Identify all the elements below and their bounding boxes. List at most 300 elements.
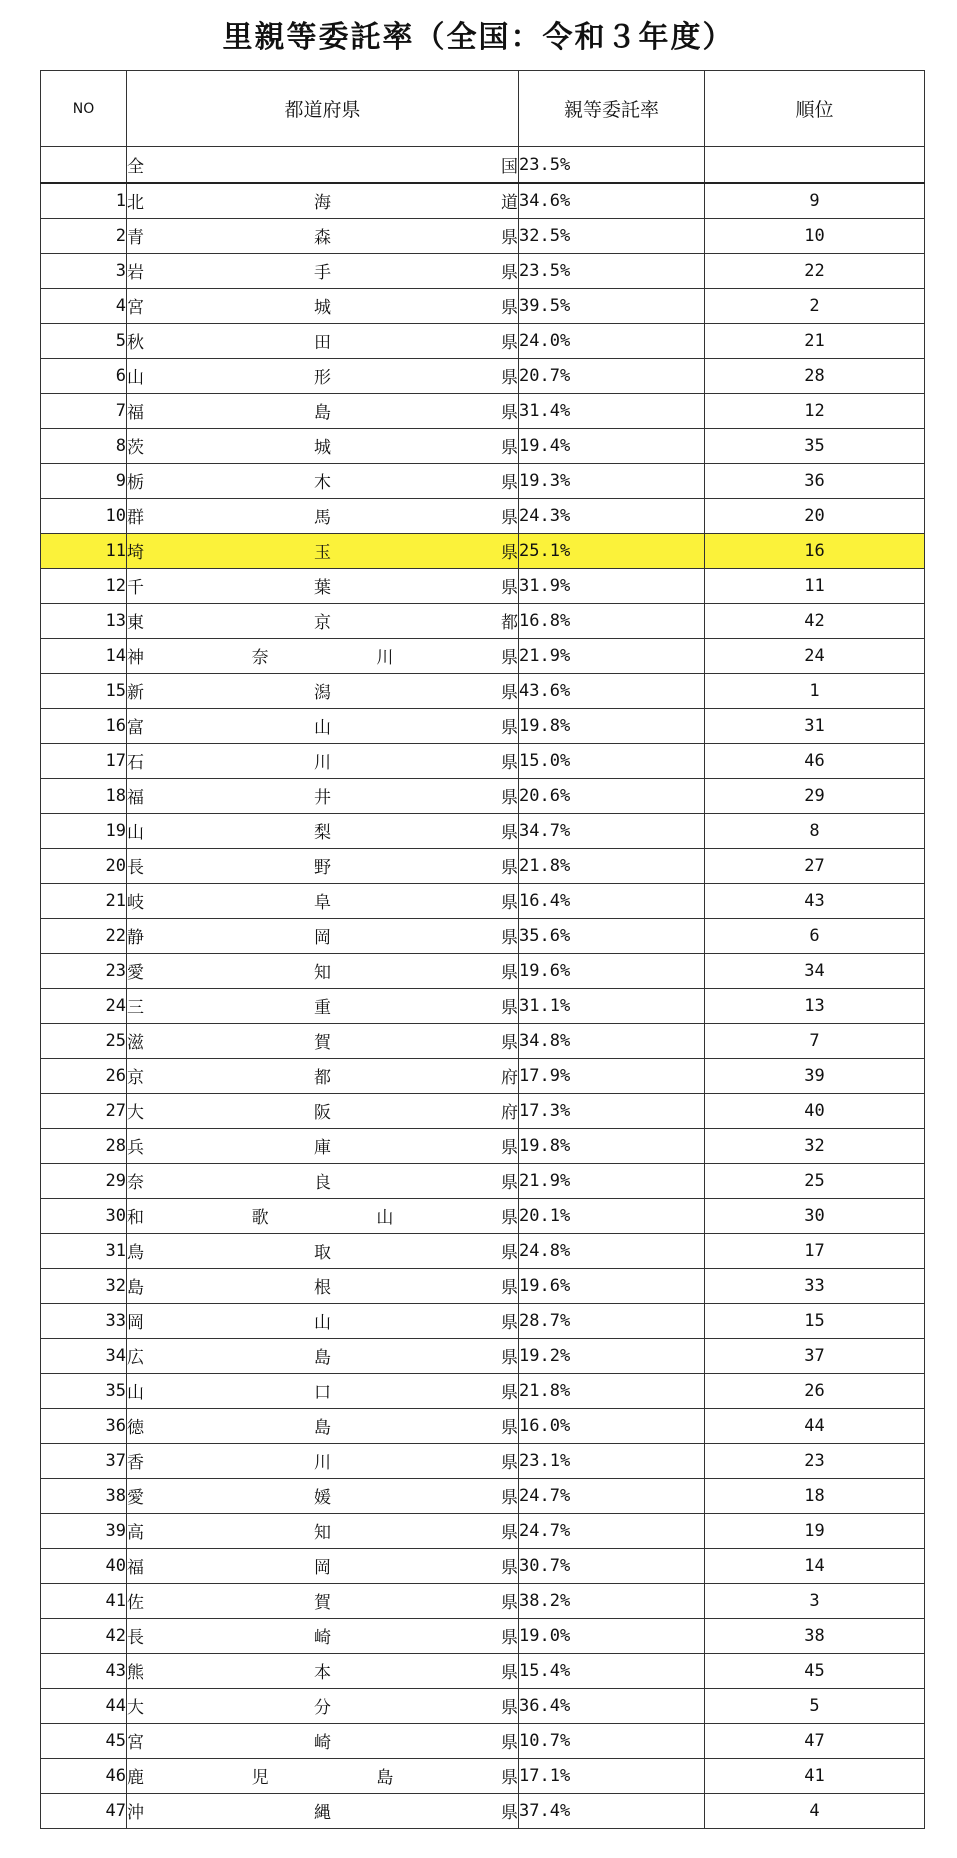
table-row [41, 533, 925, 568]
row-no-cell: 16 [41, 708, 127, 743]
table-row [41, 1443, 925, 1478]
row-rank-cell: 29 [705, 778, 925, 813]
row-prefecture-cell [127, 183, 519, 218]
row-rank-cell: 12 [705, 393, 925, 428]
pref-char: 新 [127, 683, 144, 703]
table-row [41, 1688, 925, 1723]
row-rate-cell: 24.0% [519, 323, 705, 358]
row-no-cell: 35 [41, 1373, 127, 1408]
row-rank-cell: 2 [705, 288, 925, 323]
pref-char: 取 [314, 1243, 331, 1263]
pref-char: 福 [127, 403, 144, 423]
pref-char: 宮 [127, 1733, 144, 1753]
row-no-cell: 37 [41, 1443, 127, 1478]
row-prefecture-cell [127, 1478, 519, 1513]
pref-name [127, 748, 518, 773]
row-rank-cell: 47 [705, 1723, 925, 1758]
row-rank-cell: 25 [705, 1163, 925, 1198]
pref-name [127, 678, 518, 703]
row-no-cell: 43 [41, 1653, 127, 1688]
pref-char: 県 [501, 1138, 518, 1158]
row-rate-cell: 31.9% [519, 568, 705, 603]
row-prefecture-cell [127, 498, 519, 533]
pref-char: 県 [501, 543, 518, 563]
header-no: NO [41, 71, 127, 147]
table-row [41, 603, 925, 638]
pref-name [127, 1798, 518, 1823]
row-rank-cell: 17 [705, 1233, 925, 1268]
row-no-cell: 10 [41, 498, 127, 533]
row-no-cell: 38 [41, 1478, 127, 1513]
pref-char: 県 [501, 438, 518, 458]
row-rank-cell: 41 [705, 1758, 925, 1793]
row-prefecture-cell [127, 1758, 519, 1793]
pref-char: 北 [127, 193, 144, 214]
pref-name [127, 1378, 518, 1403]
row-rank-cell: 36 [705, 463, 925, 498]
pref-char: 野 [314, 858, 331, 878]
row-rate-cell: 36.4% [519, 1688, 705, 1723]
row-no-cell: 21 [41, 883, 127, 918]
pref-char: 府 [501, 1103, 518, 1123]
table-row [41, 988, 925, 1023]
pref-name [127, 573, 518, 598]
pref-char: 県 [501, 963, 518, 983]
pref-char: 秋 [127, 333, 144, 353]
pref-name [127, 1238, 518, 1263]
row-prefecture-cell [127, 1373, 519, 1408]
pref-char: 山 [314, 718, 331, 738]
row-rate-cell: 19.8% [519, 1128, 705, 1163]
row-no-cell: 40 [41, 1548, 127, 1583]
table-row [41, 1618, 925, 1653]
pref-char: 県 [500, 1768, 518, 1788]
pref-char: 鳥 [127, 1243, 144, 1263]
row-rate-cell: 30.7% [519, 1548, 705, 1583]
row-rank-cell: 8 [705, 813, 925, 848]
pref-char: 県 [501, 1558, 518, 1578]
row-rate-cell: 19.4% [519, 428, 705, 463]
row-rank-cell: 32 [705, 1128, 925, 1163]
table-row [41, 1268, 925, 1303]
row-no-cell: 15 [41, 673, 127, 708]
total-no-cell [41, 147, 127, 184]
pref-char: 川 [314, 1453, 331, 1473]
row-rank-cell: 45 [705, 1653, 925, 1688]
table-row [41, 1198, 925, 1233]
pref-char: 城 [314, 298, 331, 318]
row-prefecture-cell [127, 708, 519, 743]
row-rate-cell: 16.4% [519, 883, 705, 918]
row-prefecture-cell [127, 953, 519, 988]
pref-char: 梨 [314, 823, 331, 843]
row-rank-cell: 6 [705, 918, 925, 953]
row-prefecture-cell [127, 1338, 519, 1373]
pref-char: 山 [127, 368, 144, 388]
pref-char: 歌 [251, 1208, 269, 1228]
row-prefecture-cell [127, 1513, 519, 1548]
pref-char: 根 [314, 1278, 331, 1298]
row-prefecture-cell [127, 323, 519, 358]
row-prefecture-cell [127, 988, 519, 1023]
pref-char: 賀 [314, 1593, 331, 1613]
row-no-cell: 13 [41, 603, 127, 638]
pref-char: 県 [501, 263, 518, 283]
pref-char: 阜 [314, 893, 331, 913]
pref-char: 県 [501, 1733, 518, 1753]
table-row [41, 1163, 925, 1198]
pref-char: 井 [314, 788, 331, 808]
row-rate-cell: 32.5% [519, 218, 705, 253]
pref-char: 重 [314, 998, 331, 1018]
pref-char: 長 [127, 858, 144, 878]
row-prefecture-cell [127, 1058, 519, 1093]
pref-char: 県 [501, 928, 518, 948]
row-prefecture-cell [127, 568, 519, 603]
row-no-cell: 9 [41, 463, 127, 498]
pref-char: 山 [314, 1313, 331, 1333]
row-rate-cell: 38.2% [519, 1583, 705, 1618]
row-no-cell: 47 [41, 1793, 127, 1828]
pref-char: 奈 [251, 648, 269, 668]
row-prefecture-cell [127, 1583, 519, 1618]
row-rate-cell: 24.3% [519, 498, 705, 533]
pref-char: 知 [314, 1523, 331, 1543]
pref-char: 玉 [314, 543, 331, 563]
pref-char: 和 [127, 1208, 144, 1228]
table-row [41, 778, 925, 813]
row-rate-cell: 16.8% [519, 603, 705, 638]
row-rank-cell: 34 [705, 953, 925, 988]
table-row [41, 673, 925, 708]
pref-char: 県 [501, 1453, 518, 1473]
pref-char: 葉 [314, 578, 331, 598]
pref-name [127, 328, 518, 353]
row-no-cell: 14 [41, 638, 127, 673]
row-no-cell: 4 [41, 288, 127, 323]
row-prefecture-cell [127, 1443, 519, 1478]
pref-char: 手 [314, 263, 331, 283]
pref-char: 兵 [127, 1138, 144, 1158]
row-rate-cell: 19.2% [519, 1338, 705, 1373]
table-row [41, 323, 925, 358]
row-no-cell: 7 [41, 393, 127, 428]
pref-name [127, 152, 518, 177]
row-no-cell: 45 [41, 1723, 127, 1758]
table-row [41, 638, 925, 673]
row-no-cell: 46 [41, 1758, 127, 1793]
foster-rate-table [40, 70, 925, 1829]
pref-char: 青 [127, 228, 144, 248]
row-no-cell: 25 [41, 1023, 127, 1058]
row-rate-cell: 19.0% [519, 1618, 705, 1653]
row-prefecture-cell [127, 253, 519, 288]
pref-char: 栃 [127, 473, 144, 493]
pref-char: 口 [314, 1383, 331, 1403]
row-rate-cell: 21.8% [519, 848, 705, 883]
row-rank-cell: 40 [705, 1093, 925, 1128]
pref-char: 島 [314, 1418, 331, 1438]
pref-name [127, 643, 518, 668]
pref-char: 県 [501, 473, 518, 493]
pref-name [127, 363, 518, 388]
pref-name [127, 818, 518, 843]
row-no-cell: 17 [41, 743, 127, 778]
pref-char: 川 [376, 648, 394, 668]
pref-char: 神 [127, 648, 144, 668]
table-row [41, 1758, 925, 1793]
row-rate-cell: 31.1% [519, 988, 705, 1023]
pref-name [127, 1763, 518, 1788]
row-rank-cell: 39 [705, 1058, 925, 1093]
row-prefecture-cell [127, 743, 519, 778]
row-rate-cell: 23.1% [519, 1443, 705, 1478]
pref-char: 県 [501, 1523, 518, 1543]
row-no-cell: 33 [41, 1303, 127, 1338]
pref-name [127, 958, 518, 983]
pref-char: 県 [501, 753, 518, 773]
pref-name [127, 1483, 518, 1508]
row-prefecture-cell [127, 1023, 519, 1058]
pref-char: 岩 [127, 263, 144, 283]
row-prefecture-cell [127, 918, 519, 953]
table-row [41, 1093, 925, 1128]
row-no-cell: 28 [41, 1128, 127, 1163]
pref-char: 島 [376, 1768, 394, 1788]
row-rank-cell: 21 [705, 323, 925, 358]
pref-char: 全 [127, 157, 144, 177]
row-rate-cell: 35.6% [519, 918, 705, 953]
row-prefecture-cell [127, 1303, 519, 1338]
pref-name [127, 398, 518, 423]
pref-char: 岐 [127, 893, 144, 913]
row-rank-cell: 44 [705, 1408, 925, 1443]
pref-name [127, 1063, 518, 1088]
pref-char: 県 [501, 403, 518, 423]
total-rank-cell [705, 147, 925, 184]
pref-char: 馬 [314, 508, 331, 528]
pref-char: 県 [501, 1698, 518, 1718]
pref-name [127, 1413, 518, 1438]
pref-char: 県 [501, 718, 518, 738]
pref-char: 国 [501, 157, 518, 177]
row-no-cell: 22 [41, 918, 127, 953]
pref-char: 県 [501, 333, 518, 353]
row-rate-cell: 21.9% [519, 1163, 705, 1198]
pref-char: 都 [501, 613, 518, 633]
pref-char: 東 [127, 613, 144, 633]
row-rank-cell: 30 [705, 1198, 925, 1233]
row-rate-cell: 16.0% [519, 1408, 705, 1443]
row-rate-cell: 20.7% [519, 358, 705, 393]
pref-char: 府 [501, 1068, 518, 1088]
pref-char: 本 [314, 1663, 331, 1683]
row-no-cell: 44 [41, 1688, 127, 1723]
row-rate-cell: 34.6% [519, 183, 705, 218]
header-rank: 順位 [705, 71, 925, 147]
pref-name [127, 1168, 518, 1193]
table-row [41, 883, 925, 918]
row-no-cell: 20 [41, 848, 127, 883]
row-prefecture-cell [127, 393, 519, 428]
pref-char: 県 [501, 1628, 518, 1648]
row-rank-cell: 33 [705, 1268, 925, 1303]
pref-char: 県 [501, 298, 518, 318]
pref-name [127, 188, 518, 213]
row-no-cell: 32 [41, 1268, 127, 1303]
pref-char: 三 [127, 998, 144, 1018]
row-rank-cell: 7 [705, 1023, 925, 1058]
table-row [41, 708, 925, 743]
pref-name [127, 258, 518, 283]
table-row [41, 1058, 925, 1093]
row-no-cell: 2 [41, 218, 127, 253]
header-prefecture: 都道府県 [127, 71, 519, 147]
row-rate-cell: 25.1% [519, 533, 705, 568]
row-rank-cell: 26 [705, 1373, 925, 1408]
pref-char: 京 [314, 613, 331, 633]
row-rank-cell: 23 [705, 1443, 925, 1478]
total-name-cell [127, 147, 519, 184]
row-prefecture-cell [127, 358, 519, 393]
pref-char: 岡 [314, 928, 331, 948]
table-row [41, 183, 925, 218]
row-prefecture-cell [127, 1198, 519, 1233]
pref-name [127, 223, 518, 248]
row-prefecture-cell [127, 778, 519, 813]
pref-char: 県 [501, 1488, 518, 1508]
table-row [41, 288, 925, 323]
row-no-cell: 24 [41, 988, 127, 1023]
pref-name [127, 293, 518, 318]
pref-char: 岡 [127, 1313, 144, 1333]
row-rate-cell: 34.8% [519, 1023, 705, 1058]
row-rate-cell: 15.4% [519, 1653, 705, 1688]
pref-char: 道 [501, 193, 518, 214]
row-rank-cell: 37 [705, 1338, 925, 1373]
row-rate-cell: 19.6% [519, 1268, 705, 1303]
row-no-cell: 26 [41, 1058, 127, 1093]
table-row [41, 1023, 925, 1058]
row-prefecture-cell [127, 638, 519, 673]
row-prefecture-cell [127, 1688, 519, 1723]
row-rate-cell: 20.6% [519, 778, 705, 813]
table-row [41, 1548, 925, 1583]
pref-char: 静 [127, 928, 144, 948]
row-prefecture-cell [127, 1163, 519, 1198]
pref-char: 宮 [127, 298, 144, 318]
table-row [41, 568, 925, 603]
table-row [41, 498, 925, 533]
table-row [41, 463, 925, 498]
pref-char: 海 [314, 193, 331, 214]
pref-char: 県 [501, 1313, 518, 1333]
table-row [41, 743, 925, 778]
pref-name [127, 1658, 518, 1683]
pref-char: 森 [314, 228, 331, 248]
pref-char: 県 [501, 858, 518, 878]
table-row [41, 1513, 925, 1548]
row-rate-cell: 24.7% [519, 1513, 705, 1548]
pref-char: 分 [314, 1698, 331, 1718]
row-rank-cell: 10 [705, 218, 925, 253]
pref-name [127, 433, 518, 458]
pref-char: 島 [127, 1278, 144, 1298]
pref-char: 島 [314, 403, 331, 423]
row-no-cell: 18 [41, 778, 127, 813]
row-rank-cell: 5 [705, 1688, 925, 1723]
pref-char: 山 [127, 823, 144, 843]
pref-char: 県 [501, 998, 518, 1018]
pref-char: 県 [501, 578, 518, 598]
row-rate-cell: 17.9% [519, 1058, 705, 1093]
pref-name [127, 1308, 518, 1333]
pref-name [127, 713, 518, 738]
row-no-cell: 19 [41, 813, 127, 848]
row-prefecture-cell [127, 428, 519, 463]
pref-char: 県 [501, 1383, 518, 1403]
row-rank-cell: 43 [705, 883, 925, 918]
table-row [41, 358, 925, 393]
row-prefecture-cell [127, 218, 519, 253]
row-no-cell: 39 [41, 1513, 127, 1548]
pref-char: 愛 [127, 963, 144, 983]
row-prefecture-cell [127, 673, 519, 708]
pref-char: 阪 [314, 1103, 331, 1123]
pref-char: 福 [127, 788, 144, 808]
pref-char: 県 [501, 893, 518, 913]
pref-char: 県 [500, 1208, 518, 1228]
row-rate-cell: 19.8% [519, 708, 705, 743]
row-rate-cell: 15.0% [519, 743, 705, 778]
pref-char: 高 [127, 1523, 144, 1543]
row-prefecture-cell [127, 1793, 519, 1828]
pref-name [127, 1728, 518, 1753]
row-prefecture-cell [127, 1548, 519, 1583]
table-row [41, 813, 925, 848]
pref-char: 群 [127, 508, 144, 528]
row-rank-cell: 20 [705, 498, 925, 533]
row-rank-cell: 15 [705, 1303, 925, 1338]
national-total-row [41, 147, 925, 184]
row-rank-cell: 4 [705, 1793, 925, 1828]
row-no-cell: 42 [41, 1618, 127, 1653]
row-rate-cell: 19.6% [519, 953, 705, 988]
pref-char: 城 [314, 438, 331, 458]
pref-char: 石 [127, 753, 144, 773]
row-rate-cell: 19.3% [519, 463, 705, 498]
pref-char: 県 [501, 1663, 518, 1683]
pref-char: 都 [314, 1068, 331, 1088]
pref-name [127, 853, 518, 878]
row-prefecture-cell [127, 813, 519, 848]
row-prefecture-cell [127, 1268, 519, 1303]
pref-name [127, 608, 518, 633]
table-row [41, 1653, 925, 1688]
pref-char: 県 [501, 228, 518, 248]
row-rank-cell: 16 [705, 533, 925, 568]
pref-char: 県 [501, 1593, 518, 1613]
row-rate-cell: 24.7% [519, 1478, 705, 1513]
row-rank-cell: 24 [705, 638, 925, 673]
table-header [41, 71, 925, 147]
pref-name [127, 1588, 518, 1613]
table-row [41, 918, 925, 953]
pref-name [127, 1133, 518, 1158]
pref-char: 大 [127, 1103, 144, 1123]
pref-name [127, 1553, 518, 1578]
pref-char: 県 [501, 1418, 518, 1438]
